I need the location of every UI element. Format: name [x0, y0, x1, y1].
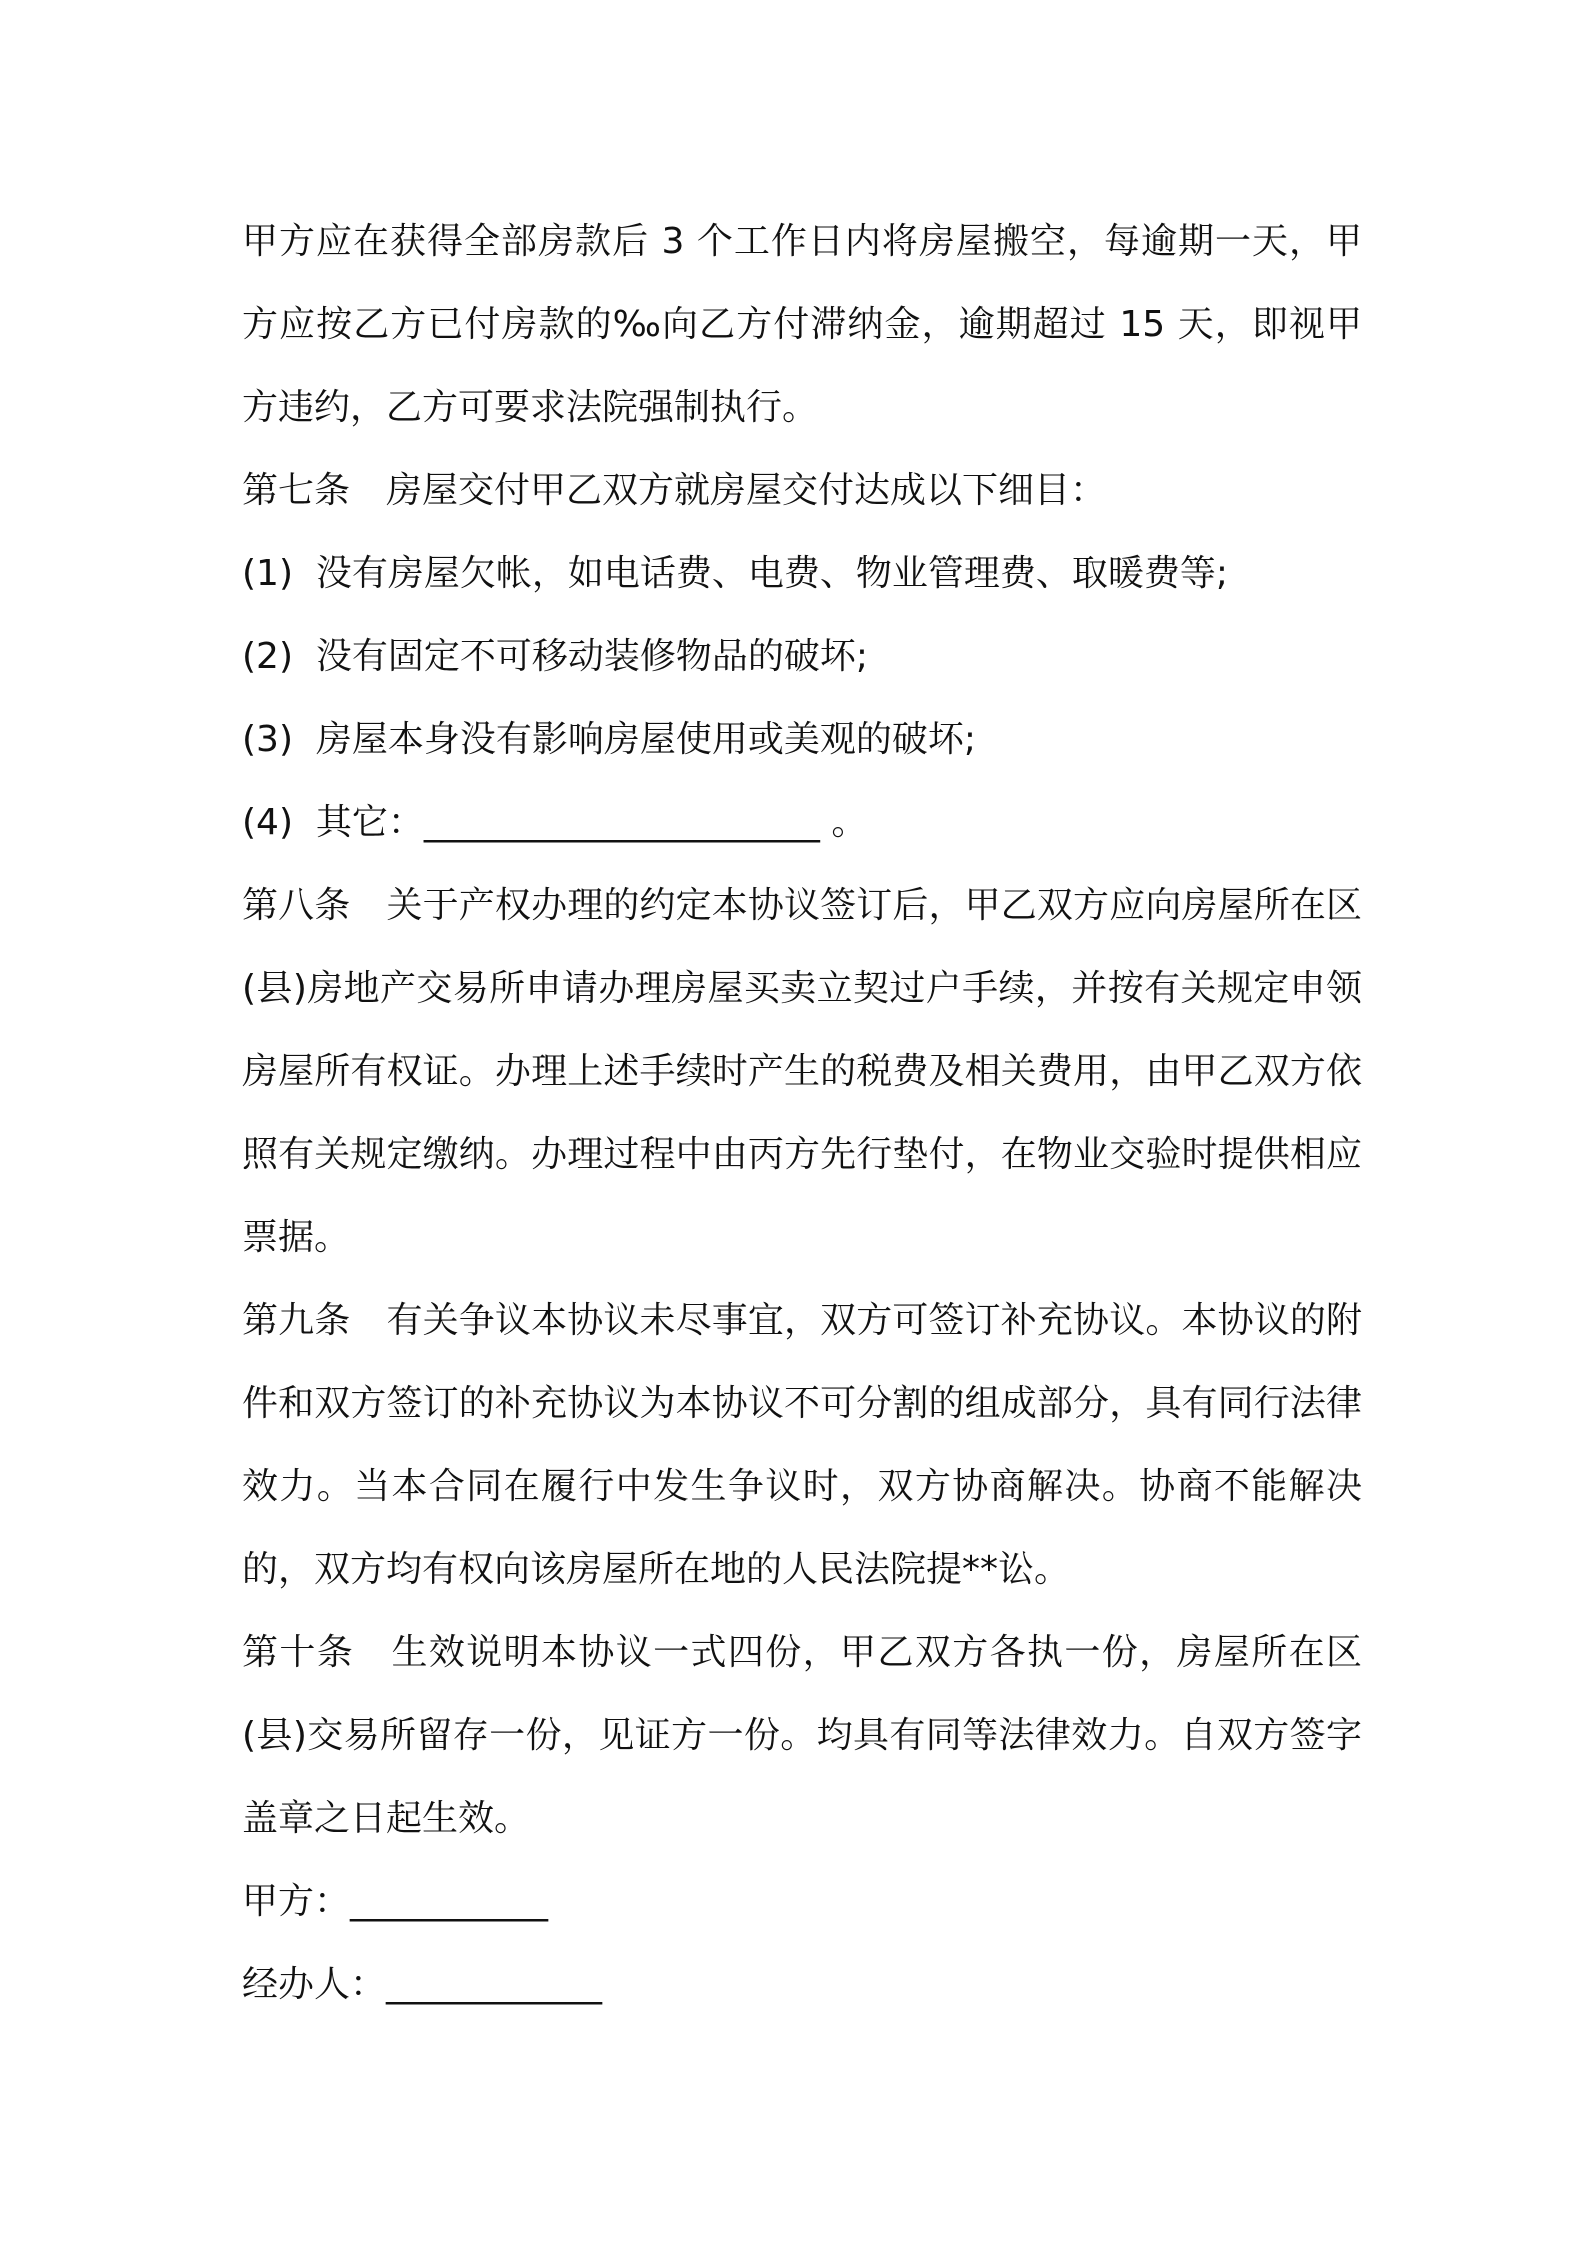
article-7-item-2: (2) 没有固定不可移动装修物品的破坏; [242, 636, 869, 677]
article-9: 第九条 有关争议本协议未尽事宜，双方可签订补充协议。本协议的附件和双方签订的补充协议为本协议不可分割的组成部分，具有同行法律效力。当本合同在履行中发生争议时，双方协商解决。协商不能解决的，双方均有权向该房屋所在地的人民法院提**讼。 [242, 1300, 1362, 1590]
article-7-heading: 第七条 房屋交付甲乙双方就房屋交付达成以下细目： [242, 470, 1107, 511]
document-body [242, 200, 1362, 2026]
article-10: 第十条 生效说明本协议一式四份，甲乙双方各执一份，房屋所在区(县)交易所留存一份，见证方一份。均具有同等法律效力。自双方签字盖章之日起生效。 [242, 1632, 1362, 1839]
article-7-item-4: (4) 其它：______________________ 。 [242, 802, 868, 843]
article-7-item-3: (3) 房屋本身没有影响房屋使用或美观的破坏; [242, 719, 977, 760]
agent-signature-line: 经办人：____________ [242, 1964, 603, 2005]
party-a-signature-line: 甲方：___________ [242, 1881, 549, 1922]
paragraph-delivery-clause: 甲方应在获得全部房款后 3 个工作日内将房屋搬空，每逾期一天，甲方应按乙方已付房款的‰向乙方付滞纳金，逾期超过 15 天，即视甲方违约，乙方可要求法院强制执行。 [242, 221, 1362, 428]
article-7-item-1: (1) 没有房屋欠帐，如电话费、电费、物业管理费、取暖费等; [242, 553, 1229, 594]
article-8: 第八条 关于产权办理的约定本协议签订后，甲乙双方应向房屋所在区(县)房地产交易所申请办理房屋买卖立契过户手续，并按有关规定申领房屋所有权证。办理上述手续时产生的税费及相关费用，由甲乙双方依照有关规定缴纳。办理过程中由丙方先行垫付，在物业交验时提供相应票据。 [242, 885, 1362, 1258]
